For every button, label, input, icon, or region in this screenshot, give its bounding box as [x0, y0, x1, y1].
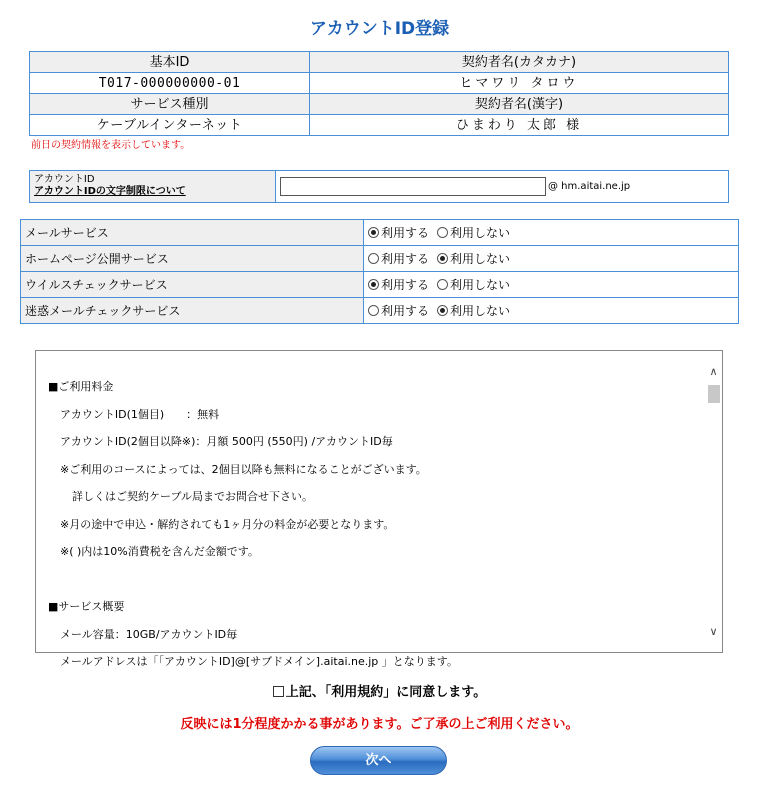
contract-info-table [29, 51, 729, 136]
service-row [21, 298, 739, 324]
radio-label[interactable]: 利用する [381, 304, 430, 318]
terms-line: ※ご利用のコースによっては、2個目以降も無料になることがございます。 [60, 462, 427, 476]
next-button[interactable]: 次へ [310, 746, 447, 775]
scroll-up-icon[interactable]: ∧ [709, 365, 718, 378]
account-id-row [29, 170, 729, 203]
terms-line: 詳しくはご契約ケーブル局までお問合せ下さい。 [72, 490, 314, 503]
service-row [21, 272, 739, 298]
radio-label[interactable]: 利用する [381, 252, 430, 266]
terms-scrollbar[interactable] [705, 351, 722, 652]
scroll-down-icon[interactable]: ∨ [709, 625, 718, 638]
basic-id-header: 基本ID [30, 52, 310, 73]
service-options [364, 298, 739, 324]
radio-button-icon[interactable] [437, 227, 448, 238]
service-type-header: サービス種別 [30, 94, 310, 115]
terms-line: アカウントID(1個目) ：無料 [60, 407, 220, 421]
radio-button-icon[interactable] [437, 305, 448, 316]
account-id-field-cell [276, 171, 728, 202]
radio-use[interactable] [368, 250, 429, 267]
name-kana-header: 契約者名(カタカナ) [310, 52, 729, 73]
page-title: アカウントID登録 [309, 19, 450, 39]
terms-line: メールアドレスは「「アカウントID]@[サブドメイン].aitai.ne.jp 」となります。 [60, 655, 458, 668]
basic-id-value: T017-000000000-01 [30, 73, 310, 94]
radio-no-use[interactable] [437, 250, 510, 267]
terms-line: メール容量：10GB/アカウントID毎 [60, 627, 238, 641]
radio-no-use[interactable] [437, 224, 510, 241]
name-kanji-value: ひまわり 太郎 様 [310, 115, 729, 136]
terms-line: ※( )内は10%消費税を含んだ金額です。 [60, 545, 259, 558]
radio-button-icon[interactable] [368, 305, 379, 316]
radio-button-icon[interactable] [368, 227, 379, 238]
radio-label[interactable]: 利用しない [450, 252, 511, 266]
radio-use[interactable] [368, 302, 429, 319]
scroll-thumb[interactable] [708, 385, 720, 403]
service-options [364, 246, 739, 272]
terms-line [48, 566, 698, 594]
previous-day-notice: 前日の契約情報を表示しています。 [31, 140, 191, 151]
radio-no-use[interactable] [437, 276, 510, 293]
service-options [364, 272, 739, 298]
name-kanji-header: 契約者名(漢字) [310, 94, 729, 115]
radio-label[interactable]: 利用する [381, 278, 430, 292]
radio-button-icon[interactable] [437, 253, 448, 264]
service-type-value: ケーブルインターネット [30, 115, 310, 136]
service-row [21, 220, 739, 246]
reflection-warning: 反映には1分程度かかる事があります。ご了承の上ご利用ください。 [180, 717, 579, 732]
service-options [364, 220, 739, 246]
service-name: ホームページ公開サービス [21, 246, 364, 272]
service-name: 迷惑メールチェックサービス [21, 298, 364, 324]
agree-label[interactable]: 上記、「利用規約」に同意します。 [285, 685, 487, 700]
name-kana-value: ヒマワリ タロウ [310, 73, 729, 94]
terms-content [48, 373, 698, 676]
terms-line: ■ご利用料金 [48, 380, 114, 393]
radio-no-use[interactable] [437, 302, 510, 319]
terms-scroll-box[interactable] [35, 350, 723, 668]
radio-label[interactable]: 利用しない [450, 304, 511, 318]
radio-label[interactable]: 利用しない [450, 278, 511, 292]
terms-line: アカウントID(2個目以降※)：月額 500円 (550円) /アカウントID毎 [60, 435, 393, 448]
char-limit-link[interactable]: アカウントIDの文字制限について [34, 186, 186, 197]
radio-label[interactable]: 利用する [381, 226, 430, 240]
service-name: メールサービス [21, 220, 364, 246]
agree-checkbox[interactable] [273, 686, 284, 697]
terms-line: ■サービス概要 [48, 600, 125, 613]
radio-button-icon[interactable] [368, 279, 379, 290]
domain-suffix: @ hm.aitai.ne.jp [548, 181, 631, 192]
account-id-input[interactable] [280, 177, 546, 196]
service-row [21, 246, 739, 272]
radio-use[interactable] [368, 224, 429, 241]
radio-button-icon[interactable] [368, 253, 379, 264]
radio-use[interactable] [368, 276, 429, 293]
account-id-label-cell [30, 171, 276, 202]
account-id-label: アカウントID [34, 174, 95, 185]
terms-line: ※月の途中で申込・解約されても1ヶ月分の料金が必要となります。 [60, 517, 395, 531]
radio-label[interactable]: 利用しない [450, 226, 511, 240]
service-options-table [20, 219, 739, 324]
service-name: ウイルスチェックサービス [21, 272, 364, 298]
radio-button-icon[interactable] [437, 279, 448, 290]
agree-row[interactable] [0, 681, 759, 700]
